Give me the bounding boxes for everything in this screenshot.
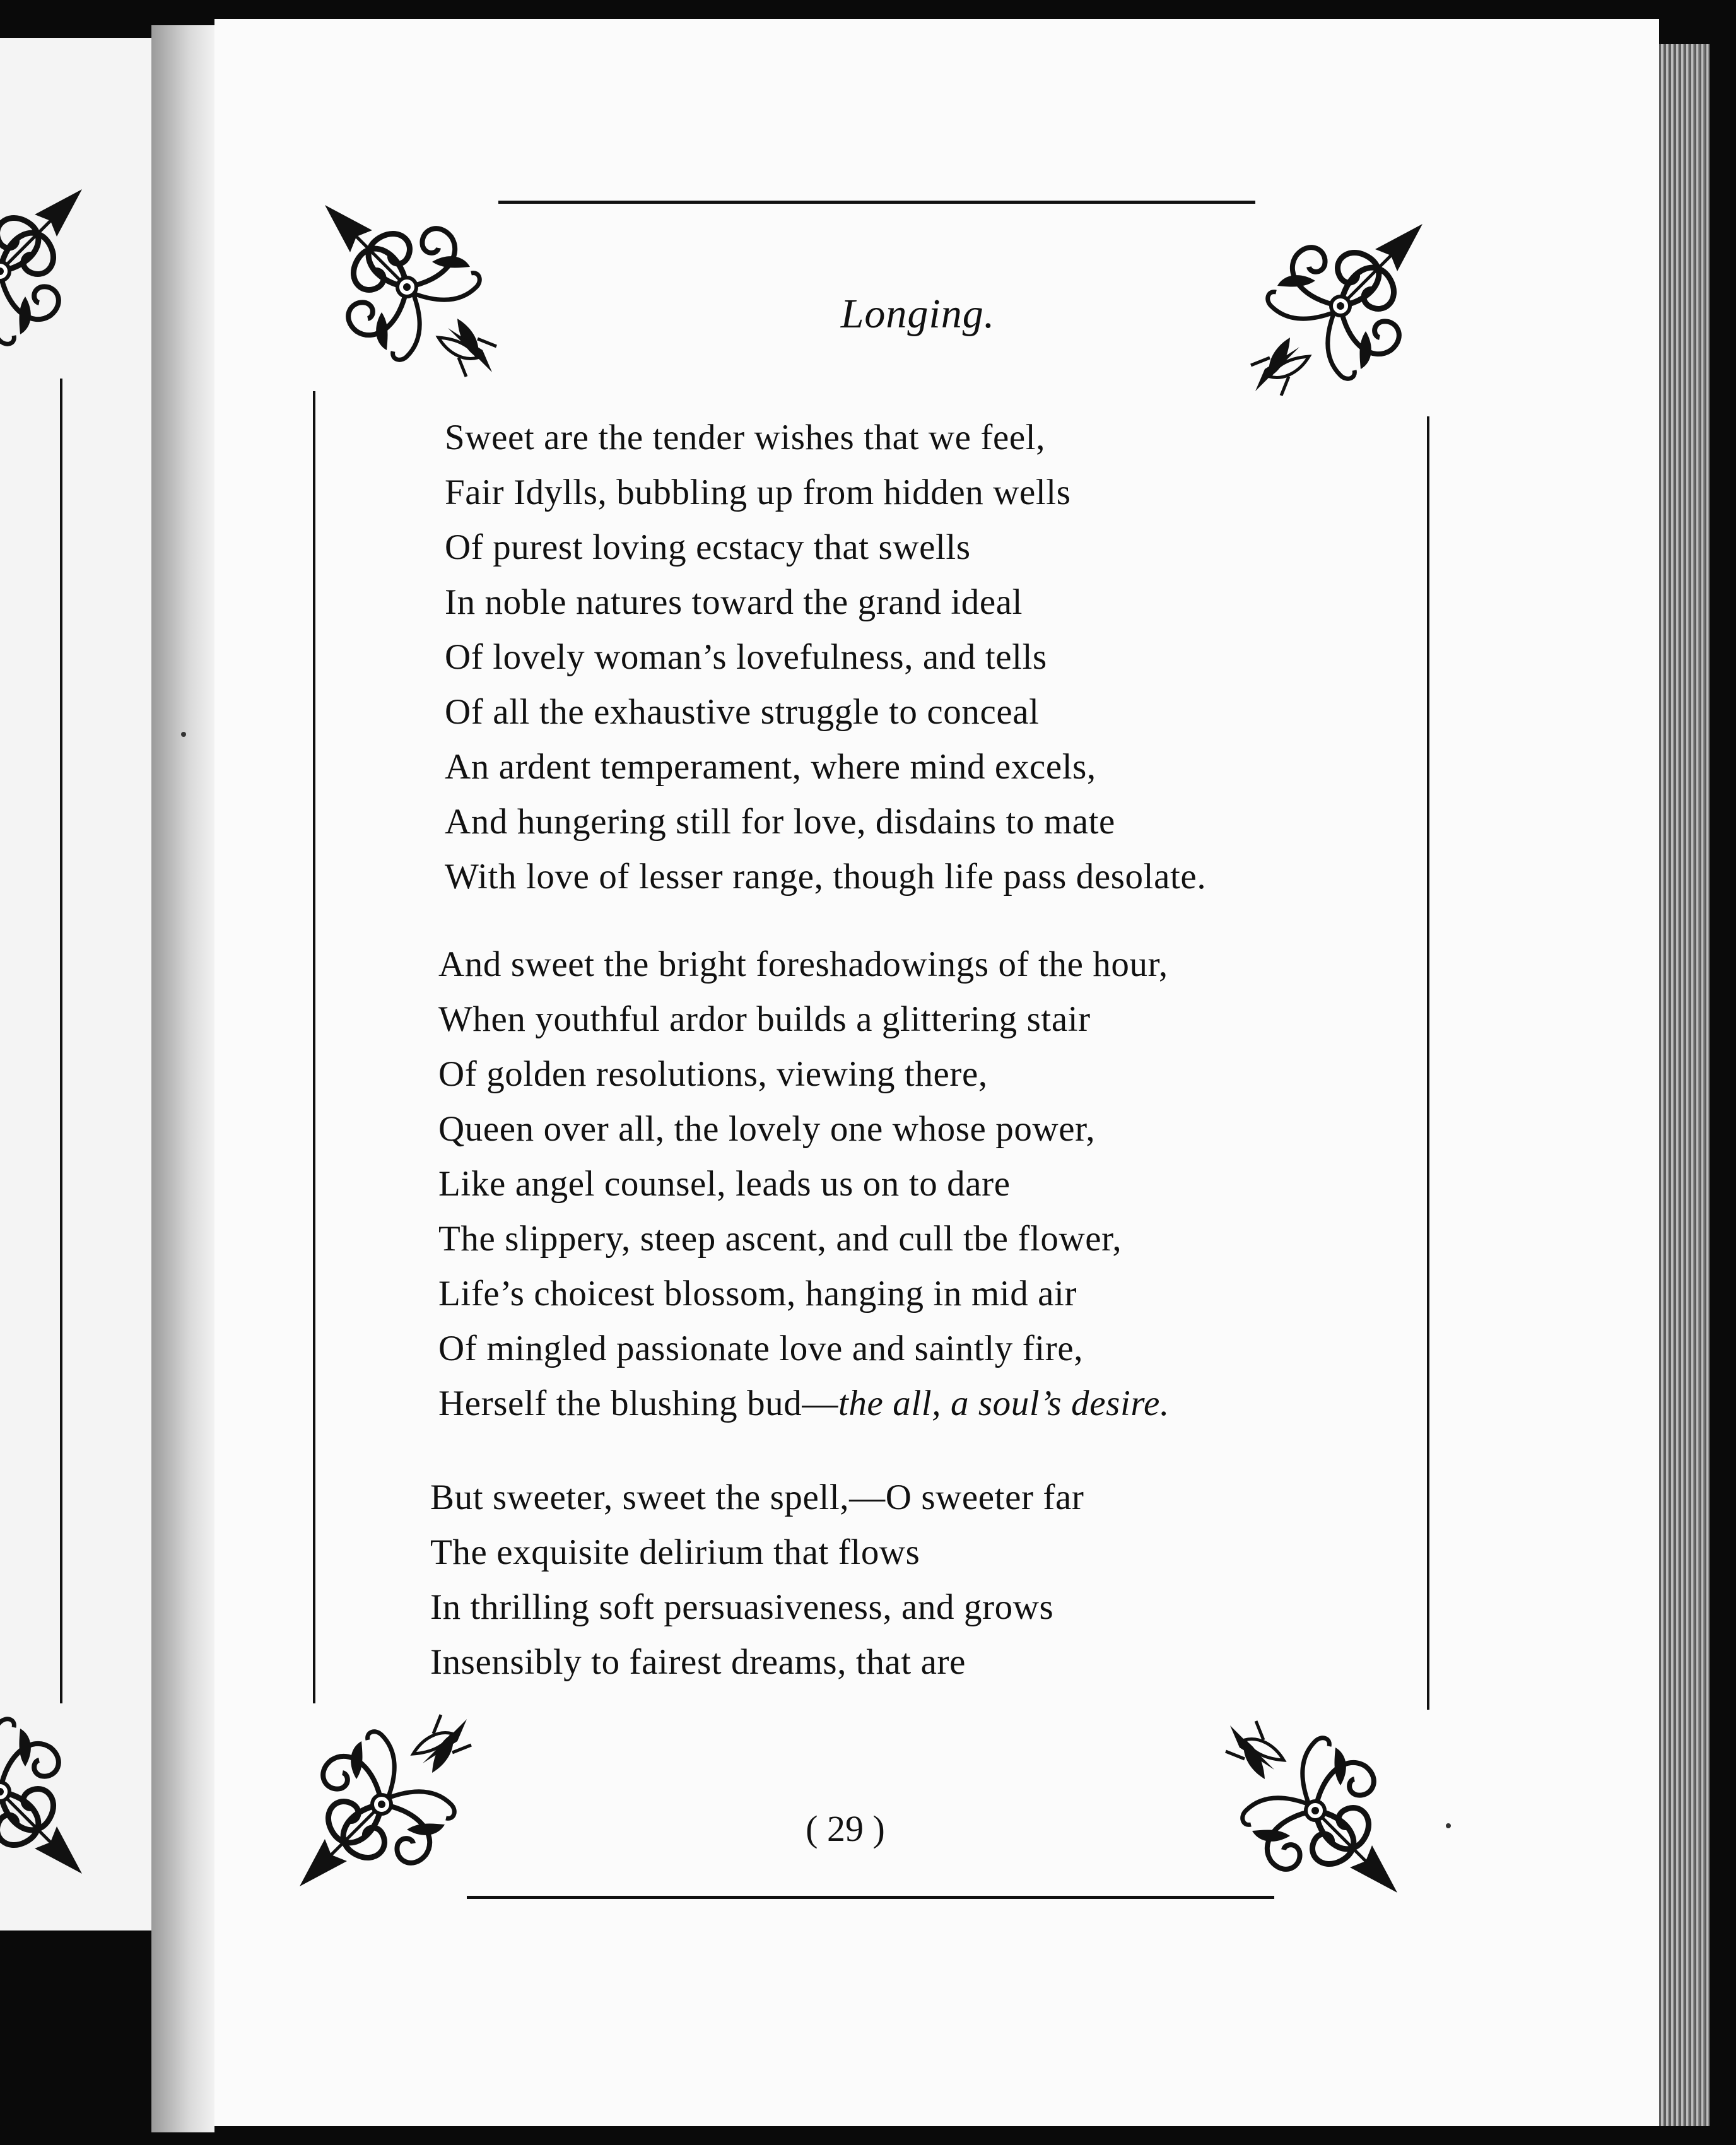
poem-line — [438, 1376, 1574, 1431]
poem-line: An ardent temperament, where mind excels, — [445, 747, 1096, 787]
poem-line: Life’s choicest blossom, hanging in mid air — [438, 1274, 1077, 1313]
page-number: ( 29 ) — [806, 1808, 885, 1849]
poem-line: In thrilling soft persuasiveness, and grows — [430, 1587, 1054, 1627]
poem-line: Of mingled passionate love and saintly fire, — [438, 1329, 1084, 1368]
poem-line: Sweet are the tender wishes that we feel, — [445, 418, 1046, 457]
poem-line-italic: the all, a soul’s desire. — [838, 1384, 1170, 1423]
poem-line: Queen over all, the lovely one whose power, — [438, 1109, 1096, 1149]
poem-line: But sweeter, sweet the spell,—O sweeter far — [430, 1478, 1084, 1517]
poem-title: Longing. — [840, 291, 995, 337]
scan-speck — [1446, 1823, 1451, 1828]
poem-line: And sweet the bright foreshadowings of the hour, — [438, 944, 1168, 984]
stanza-2 — [438, 937, 1574, 1431]
left-page-frame-line — [60, 379, 62, 1703]
frame-top — [498, 201, 1255, 204]
left-page-ornament-bottom — [0, 1697, 95, 1886]
stanza-1 — [445, 410, 1580, 904]
poem-line-plain: Herself the blushing bud— — [438, 1384, 838, 1423]
stanza-3 — [430, 1470, 1566, 1690]
page-edges — [1659, 44, 1710, 2126]
poem-line: Like angel counsel, leads us on to dare — [438, 1164, 1011, 1204]
poem-line: The slippery, steep ascent, and cull tbe flower, — [438, 1219, 1122, 1259]
poem-line: In noble natures toward the grand ideal — [445, 582, 1023, 622]
frame-left — [313, 391, 315, 1703]
ornament-bottom-right — [1221, 1716, 1410, 1905]
left-page-ornament-top — [0, 177, 95, 366]
ornament-top-left — [312, 192, 501, 382]
poem-line: With love of lesser range, though life pass desolate. — [445, 857, 1207, 896]
poem-line: Of golden resolutions, viewing there, — [438, 1054, 988, 1094]
poem-line: When youthful ardor builds a glittering stair — [438, 999, 1091, 1039]
ornament-bottom-left — [287, 1710, 476, 1899]
poem-line: Of lovely woman’s lovefulness, and tells — [445, 637, 1047, 677]
poem-line: Insensibly to fairest dreams, that are — [430, 1642, 966, 1682]
poem-line: Of all the exhaustive struggle to conceal — [445, 692, 1040, 732]
scan-speck — [181, 732, 186, 737]
frame-bottom — [467, 1896, 1274, 1899]
poem-line: Of purest loving ecstacy that swells — [445, 527, 971, 567]
poem-line: Fair Idylls, bubbling up from hidden wells — [445, 473, 1071, 512]
poem-line: And hungering still for love, disdains to mate — [445, 802, 1115, 842]
book-gutter — [151, 25, 214, 2132]
poem-line: The exquisite delirium that flows — [430, 1532, 920, 1572]
